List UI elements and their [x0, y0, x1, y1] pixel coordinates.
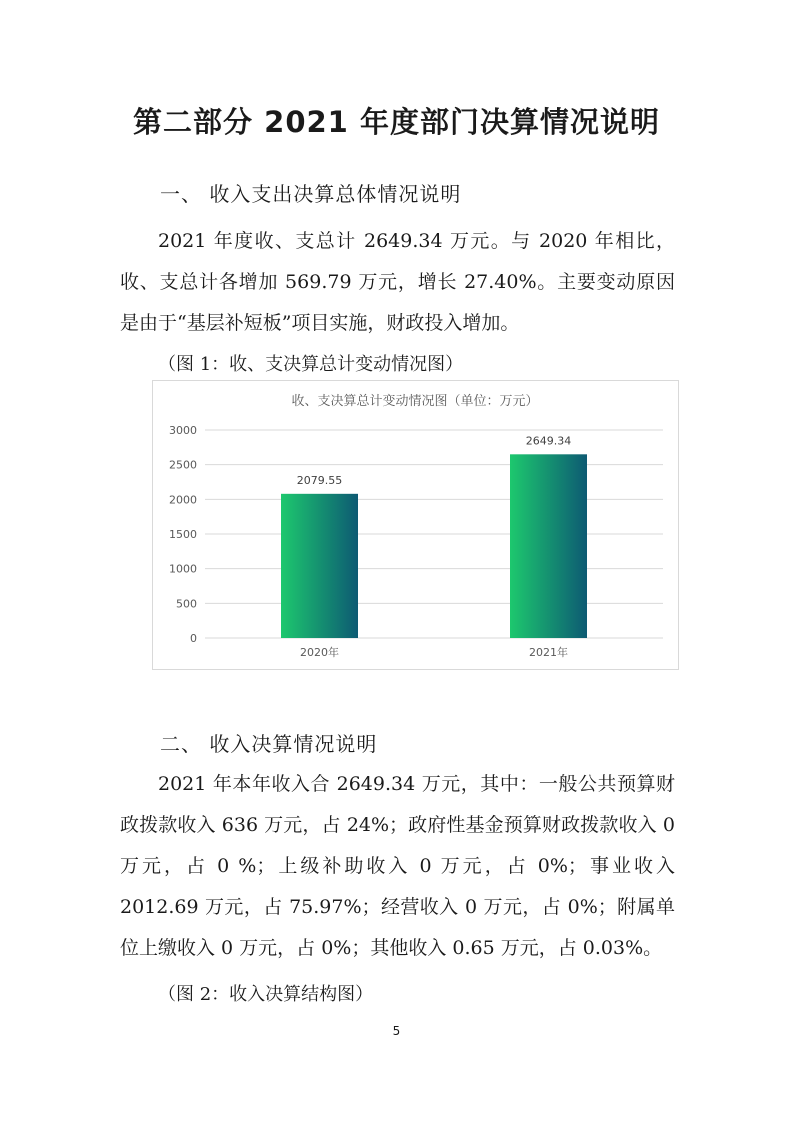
bar-2020年 — [281, 494, 358, 638]
page-number: 5 — [392, 1024, 401, 1038]
figure-caption-2: （图 2：收入决算结构图） — [158, 984, 374, 1005]
y-tick-label: 0 — [190, 632, 197, 645]
page-title: 第二部分 2021 年度部门决算情况说明 — [133, 105, 660, 139]
y-tick-label: 2000 — [169, 493, 197, 507]
section-heading-1: 一、 收入支出决算总体情况说明 — [160, 182, 462, 206]
y-tick-label: 1500 — [169, 528, 197, 541]
y-tick-label: 1000 — [169, 562, 197, 576]
x-category-label: 2020年 — [300, 646, 339, 659]
x-category-label: 2021年 — [529, 646, 568, 659]
y-tick-label: 3000 — [169, 424, 197, 437]
section-heading-2: 二、 收入决算情况说明 — [160, 732, 378, 756]
bar-2021年 — [510, 454, 587, 638]
bar-chart-svg — [153, 381, 678, 669]
bar-value-label: 2649.34 — [525, 434, 572, 448]
figure-caption-1: （图 1：收、支决算总计变动情况图） — [158, 354, 464, 375]
bar-value-label: 2079.55 — [296, 473, 343, 487]
y-tick-label: 500 — [176, 597, 197, 611]
chart-title: 收、支决算总计变动情况图（单位：万元） — [291, 394, 539, 409]
y-tick-label: 2500 — [169, 458, 197, 472]
section-paragraph-1: 2021 年度收、支总计 2649.34 万元。与 2020 年相比，收、支总计各增加 569.79 万元，增长 27.40%。主要变动原因是由于“基层补短板”项目实施，财政投入增加。 — [120, 230, 675, 334]
section-paragraph-2: 2021 年本年收入合 2649.34 万元，其中：一般公共预算财政拨款收入 636 万元，占 24%；政府性基金预算财政拨款收入 0 万元，占 0 %；上级补助收入 0 万元，占 0%；事业收入 2012.69 万元，占 75.97%；经营收入 0 万元，占 0%；附属单位上缴收入 0 万元，占 0%；其他收入 0.65 万元，占 0.03%。 — [120, 773, 675, 959]
bar-chart — [152, 380, 679, 670]
